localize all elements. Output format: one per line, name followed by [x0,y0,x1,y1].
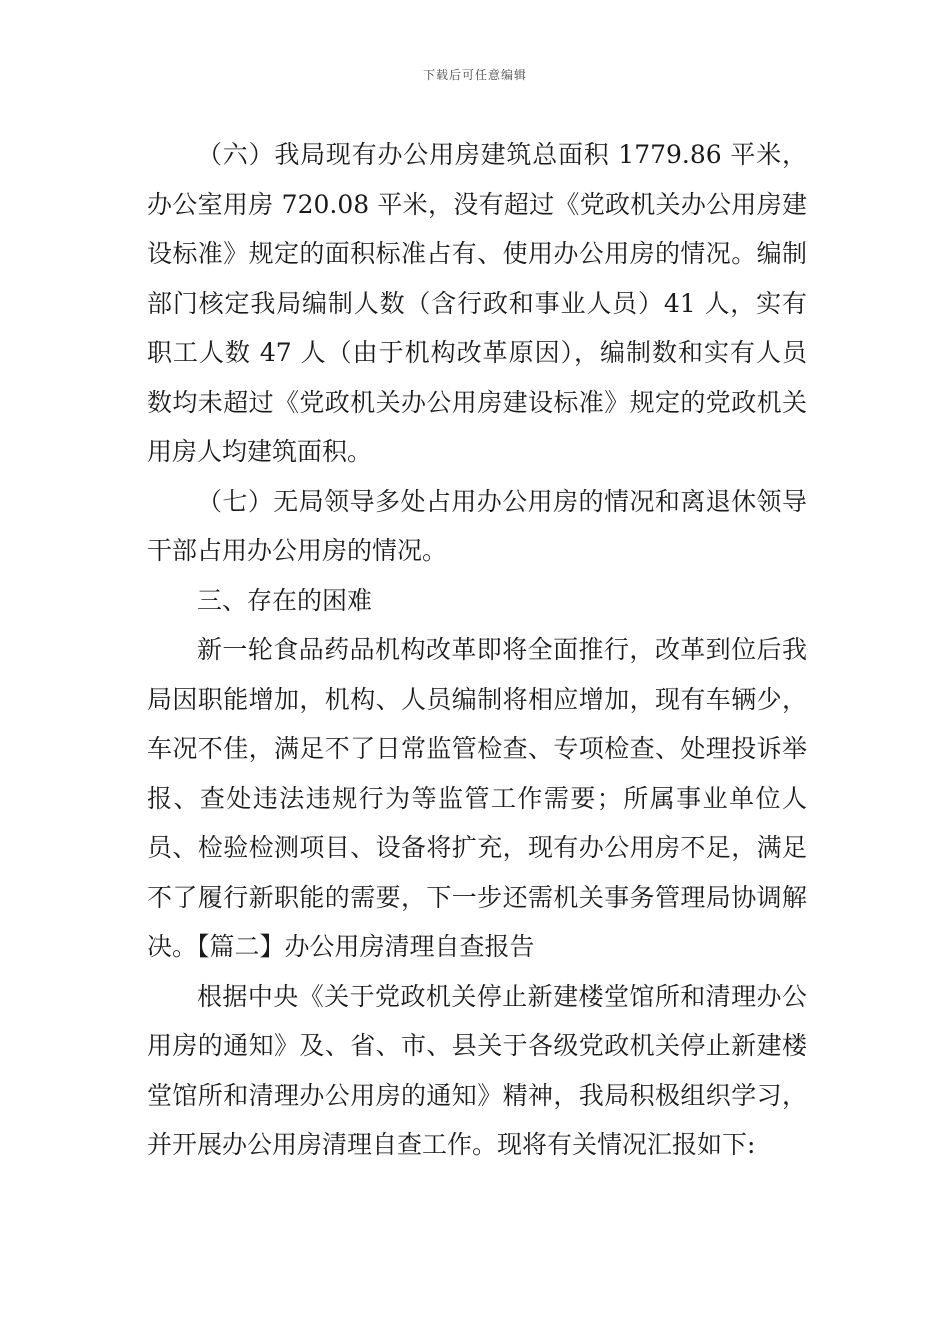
paragraph-difficulties: 新一轮食品药品机构改革即将全面推行，改革到位后我局因职能增加，机构、人员编制将相应增加，现有车辆少，车况不佳，满足不了日常监管检查、专项检查、处理投诉举报、查处违法违规行为等监管工作需要；所属事业单位人员、检验检测项目、设备将扩充，现有办公用房不足，满足不了履行新职能的需要，下一步还需机关事务管理局协调解决。【篇二】办公用房清理自查报告 [147,635,807,961]
paragraph-self-inspection-intro: 根据中央《关于党政机关停止新建楼堂馆所和清理办公用房的通知》及、省、市、县关于各级党政机关停止新建楼堂馆所和清理办公用房的通知》精神，我局积极组织学习，并开展办公用房清理自查工作。现将有关情况汇报如下: [147,981,807,1159]
paragraph-leadership-use: （七）无局领导多处占用办公用房的情况和离退休领导干部占用办公用房的情况。 [147,486,807,565]
section-heading-difficulties: 三、存在的困难 [197,585,373,615]
header-note: 下载后可任意编辑 [422,68,527,82]
document-body [147,130,807,1170]
paragraph-office-area: （六）我局现有办公用房建筑总面积 1779.86 平米，办公室用房 720.08 平米，没有超过《党政机关办公用房建设标准》规定的面积标准占有、使用办公用房的情况。编制部门核定我局编制人数（含行政和事业人员）41 人，实有职工人数 47 人（由于机构改革原因），编制数和实有人员数均未超过《党政机关办公用房建设标准》规定的党政机关用房人均建筑面积。 [147,140,807,466]
